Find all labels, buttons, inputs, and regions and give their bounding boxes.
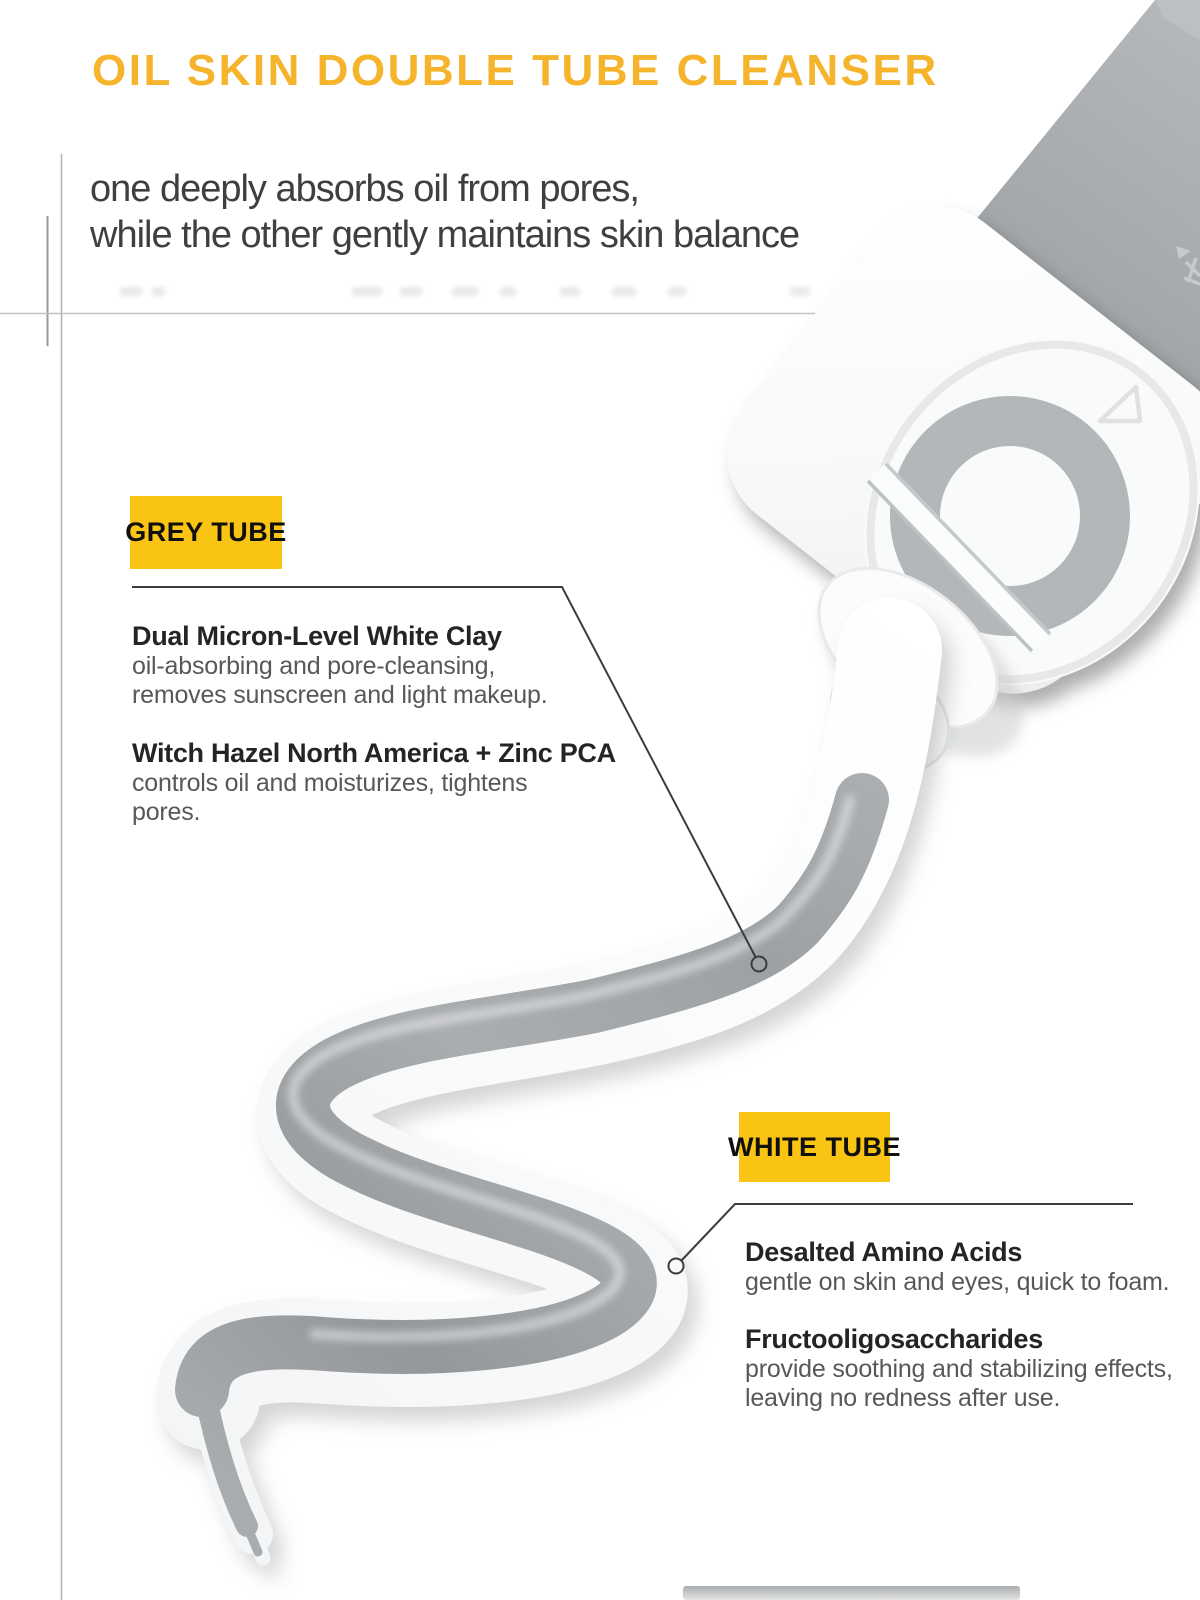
grey-tube-paragraph-1 xyxy=(132,621,547,710)
ingredient-description-line: pores. xyxy=(132,798,201,826)
grey-tube-paragraph-2 xyxy=(132,738,616,827)
subtitle-line-2: while the other gently maintains skin balance xyxy=(90,214,800,256)
ingredient-heading: Dual Micron-Level White Clay xyxy=(132,621,502,651)
ingredient-description-line: provide soothing and stabilizing effects, xyxy=(745,1355,1173,1383)
ingredient-description-line: controls oil and moisturizes, tightens xyxy=(132,769,528,797)
white-tube-paragraph-2 xyxy=(745,1324,1173,1413)
bottom-edge-object xyxy=(683,1586,1020,1600)
page-title: OIL SKIN DOUBLE TUBE CLEANSER xyxy=(92,46,939,95)
ingredient-description-line: oil-absorbing and pore-cleansing, xyxy=(132,652,496,680)
grey-tube-badge: GREY TUBE xyxy=(130,496,282,569)
white-tube-badge: WHITE TUBE xyxy=(739,1112,890,1182)
ingredient-heading: Desalted Amino Acids xyxy=(745,1237,1023,1267)
ingredient-heading: Witch Hazel North America + Zinc PCA xyxy=(132,738,616,768)
ingredient-description-line: leaving no redness after use. xyxy=(745,1384,1061,1412)
ingredient-heading: Fructooligosaccharides xyxy=(745,1324,1043,1354)
white-tube-paragraph-1 xyxy=(745,1237,1169,1297)
ingredient-description-line: gentle on skin and eyes, quick to foam. xyxy=(745,1268,1170,1296)
subtitle xyxy=(90,166,799,258)
subtitle-line-1: one deeply absorbs oil from pores, xyxy=(90,168,639,210)
ingredient-description-line: removes sunscreen and light makeup. xyxy=(132,681,548,709)
